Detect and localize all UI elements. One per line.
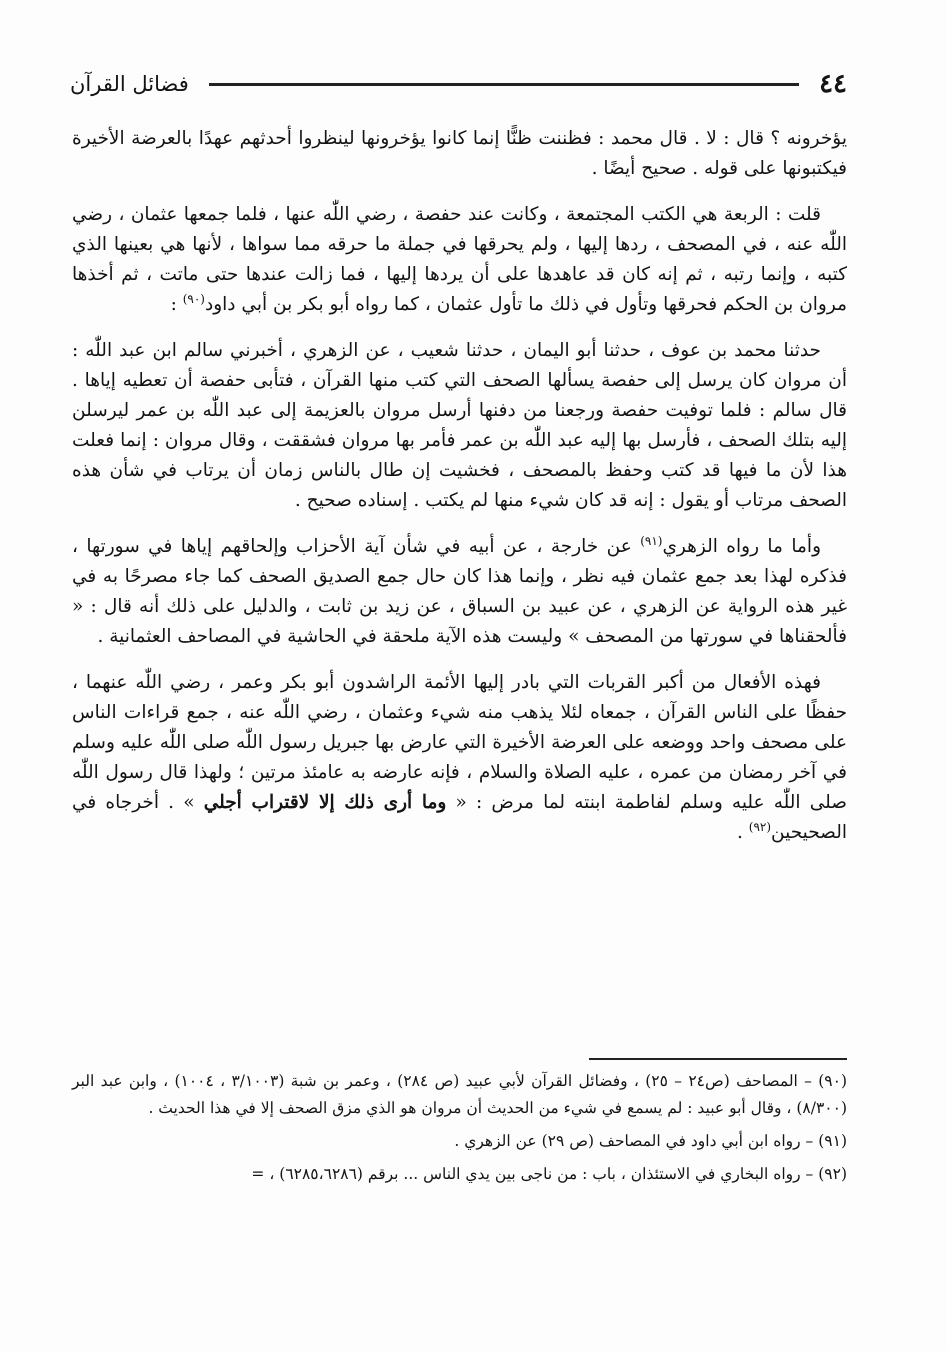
page-header <box>70 68 847 100</box>
paragraph-1 <box>72 124 847 184</box>
paragraph-3-text: حدثنا محمد بن عوف ، حدثنا أبو اليمان ، حدثنا شعيب ، عن الزهري ، أخبرني سالم ابن عبد اللّٰه : أن مروان كان يرسل إلى حفصة يسألها الصحف التي كتب منها القرآن ، فتأبى حفصة أن تعطيه إياها . قال سالم : فلما توفيت حفصة ورجعنا من دفنها أرسل مروان بالعزيمة إلى عبد اللّٰه بن عمر ليرسلن إليه بتلك الصحف ، فأرسل بها إليه عبد اللّٰه بن عمر فأمر بها مروان فشققت ، وقال مروان : إنما فعلت هذا لأن ما فيها قد كتب وحفظ بالمصحف ، فخشيت إن طال بالناس زمان أن يرتاب في شأن هذه الصحف مرتاب أو يقول : إنه قد كان شيء منها لم يكتب . إسناده صحيح . <box>72 340 847 511</box>
paragraph-1-text: يؤخرونه ؟ قال : لا . قال محمد : فظننت ظنًّا إنما كانوا يؤخرونها لينظروا أحدثهم عهدًا بالعرضة الأخيرة فيكتبونها على قوله . صحيح أيضًا . <box>72 128 847 179</box>
footnotes <box>72 1068 847 1194</box>
paragraph-4 <box>72 532 847 652</box>
paragraph-5-mid: » . أخرجاه في الصحيحين <box>72 792 847 843</box>
header-rule <box>209 83 799 86</box>
paragraph-5 <box>72 668 847 848</box>
main-text <box>72 124 847 864</box>
footnote-ref-91: (٩١) <box>640 533 663 548</box>
footnote-91: (٩١) – رواه ابن أبي داود في المصاحف (ص ٢٩) عن الزهري . <box>454 1132 847 1150</box>
paragraph-2-text: قلت : الربعة هي الكتب المجتمعة ، وكانت عند حفصة ، رضي اللّٰه عنها ، فلما جمعها عثمان ، رضي اللّٰه عنه ، في المصحف ، ردها إليها ، ولم يحرقها في جملة ما حرقه مما سواها ، لأنها هي بعينها الذي كتبه ، وإنما رتبه ، ثم إنه كان قد عاهدها على أن يردها إليها ، فما زالت عندها حتى ماتت ، ثم أخذها مروان بن الحكم فحرقها وتأول في ذلك ما تأول عثمان ، كما رواه أبو بكر بن أبي داود <box>72 204 847 315</box>
page-number: ٤٤ <box>819 69 847 99</box>
paragraph-3 <box>72 336 847 516</box>
paragraph-5-end: . <box>737 822 749 843</box>
paragraph-4-start: وأما ما رواه الزهري <box>662 536 822 557</box>
paragraph-4-rest: عن خارجة ، عن أبيه في شأن آية الأحزاب وإلحاقهم إياها في سورتها ، فذكره لهذا بعد جمع عثمان فيه نظر ، وإنما هذا كان حال جمع الصديق الصحف كما جاء مصرحًا به في غير هذه الرواية عن الزهري ، عن عبيد بن السباق ، عن زيد بن ثابت ، والدليل على ذلك أنه قال : « فألحقناها في سورتها من المصحف » وليست هذه الآية ملحقة في الحاشية في المصاحف العثمانية . <box>72 536 847 647</box>
paragraph-5-start: فهذه الأفعال من أكبر القربات التي بادر إليها الأئمة الراشدون أبو بكر وعمر ، رضي اللّٰه عنهما ، حفظًا على الناس القرآن ، جمعاه لئلا يذهب منه شيء وعثمان ، رضي اللّٰه عنه ، جمع قراءات الناس على مصحف واحد ووضعه على العرضة الأخيرة التي عارض بها جبريل رسول اللّٰه صلى اللّٰه عليه وسلم في آخر رمضان من عمره ، عليه الصلاة والسلام ، فإنه عارضه به عامئذ مرتين ؛ ولهذا قال رسول اللّٰه صلى اللّٰه عليه وسلم لفاطمة ابنته لما مرض : « <box>72 672 847 813</box>
footnote-ref-92: (٩٢) <box>748 819 772 834</box>
running-title: فضائل القرآن <box>70 72 189 96</box>
footnote-92: (٩٢) – رواه البخاري في الاستئذان ، باب : من ناجى بين يدي الناس ... برقم (٦٢٨٥،٦٢٨٦) ، = <box>251 1165 847 1183</box>
footnote-90: (٩٠) – المصاحف (ص٢٤ – ٢٥) ، وفضائل القرآن لأبي عبيد (ص ٢٨٤) ، وعمر بن شبة (٣/١٠٠٣ ، ١٠٠٤) ، وابن عبد البر (٨/٣٠٠) ، وقال أبو عبيد : لم يسمع في شيء من الحديث أن مروان هو الذي مزق الصحف إلا في هذا الحديث . <box>72 1072 847 1117</box>
paragraph-2-tail: : <box>170 294 183 315</box>
paragraph-2 <box>72 200 847 320</box>
footnote-ref-90: (٩٠) <box>182 291 205 306</box>
hadith-quote: وما أرى ذلك إلا لاقتراب أجلي <box>203 792 447 813</box>
footnote-separator <box>589 1058 847 1060</box>
